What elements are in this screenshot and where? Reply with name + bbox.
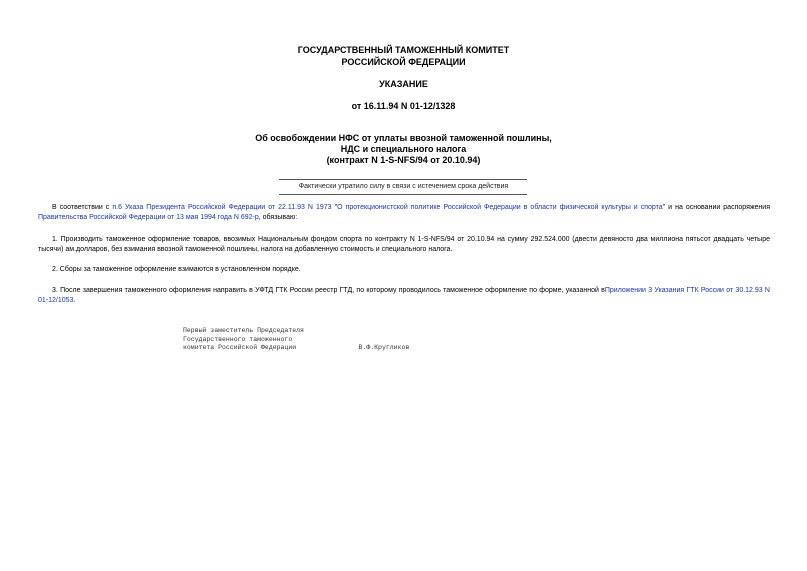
signatory-name: В.Ф.Кругликов [358, 344, 410, 351]
status-divider-top [279, 179, 527, 180]
link-presidential-decree[interactable]: п.6 Указа Президента Российской Федерации от 22.11.93 N 1973 [112, 204, 332, 211]
title-line1: Об освобождении НФС от уплаты ввозной таможенной пошлины, [255, 133, 552, 143]
item-1-paragraph [38, 235, 770, 255]
status-note: Фактически утратило силу в связи с истечением срока действия [298, 183, 509, 190]
intro-paragraph [38, 203, 770, 223]
status-divider-bottom [279, 194, 527, 195]
signature-line1: Первый заместитель Председателя [183, 327, 304, 334]
org-name-line2: РОССИЙСКОЙ ФЕДЕРАЦИИ [341, 57, 466, 67]
signature-block [183, 327, 409, 353]
item-1-text: 1. Производить таможенное оформление товаров, ввозимых Национальным фондом спорта по контракту N 1-S-NFS/94 от 20.10.94 на сумму 292.524.000 (двести девяносто два миллиона пятьсот двадцать четыре тысячи) ам.долларов, без взимания ввозной таможенной пошлины, налога на добавленную стоимость и специального налога. [38, 236, 770, 253]
link-appendix-3[interactable]: Приложении 3 Указания ГТК России от 30.12.93 N 01-12/1053 [38, 287, 770, 304]
org-name-line1: ГОСУДАРСТВЕННЫЙ ТАМОЖЕННЫЙ КОМИТЕТ [297, 45, 510, 55]
item-3-paragraph [38, 286, 770, 306]
document-type: УКАЗАНИЕ [379, 79, 428, 89]
intro-text-2: " [331, 204, 338, 211]
item-2-paragraph [38, 265, 770, 275]
item-3-text-1: 3. После завершения таможенного оформления направить в УФТД ГТК России реестр ГТД, по которому проводилось таможенное оформление по форме, указанной в [52, 287, 605, 294]
item-2-text: 2. Сборы за таможенное оформление взимаются в установленном порядке. [52, 266, 301, 273]
link-protectionist-policy[interactable]: О протекционистской политике Российской Федерации в области физической культуры и спорта [337, 204, 663, 211]
title-line3: (контракт N 1-S-NFS/94 от 20.10.94) [326, 155, 481, 165]
document-date-number: от 16.11.94 N 01-12/1328 [351, 101, 456, 111]
intro-text-1: В соответствии с [52, 204, 113, 211]
signature-position: комитета Российской Федерации [183, 344, 297, 351]
item-3-text-2: . [73, 297, 76, 304]
signature-line2: Государственного таможенного [183, 335, 293, 343]
intro-text-4: , обязываю: [258, 214, 298, 221]
link-government-order[interactable]: Правительства Российской Федерации от 13 мая 1994 года N 692-р [38, 214, 259, 221]
signature-line3 [183, 344, 409, 353]
intro-text-3: " и на основании распоряжения [662, 204, 771, 211]
title-line2: НДС и специального налога [340, 144, 467, 154]
